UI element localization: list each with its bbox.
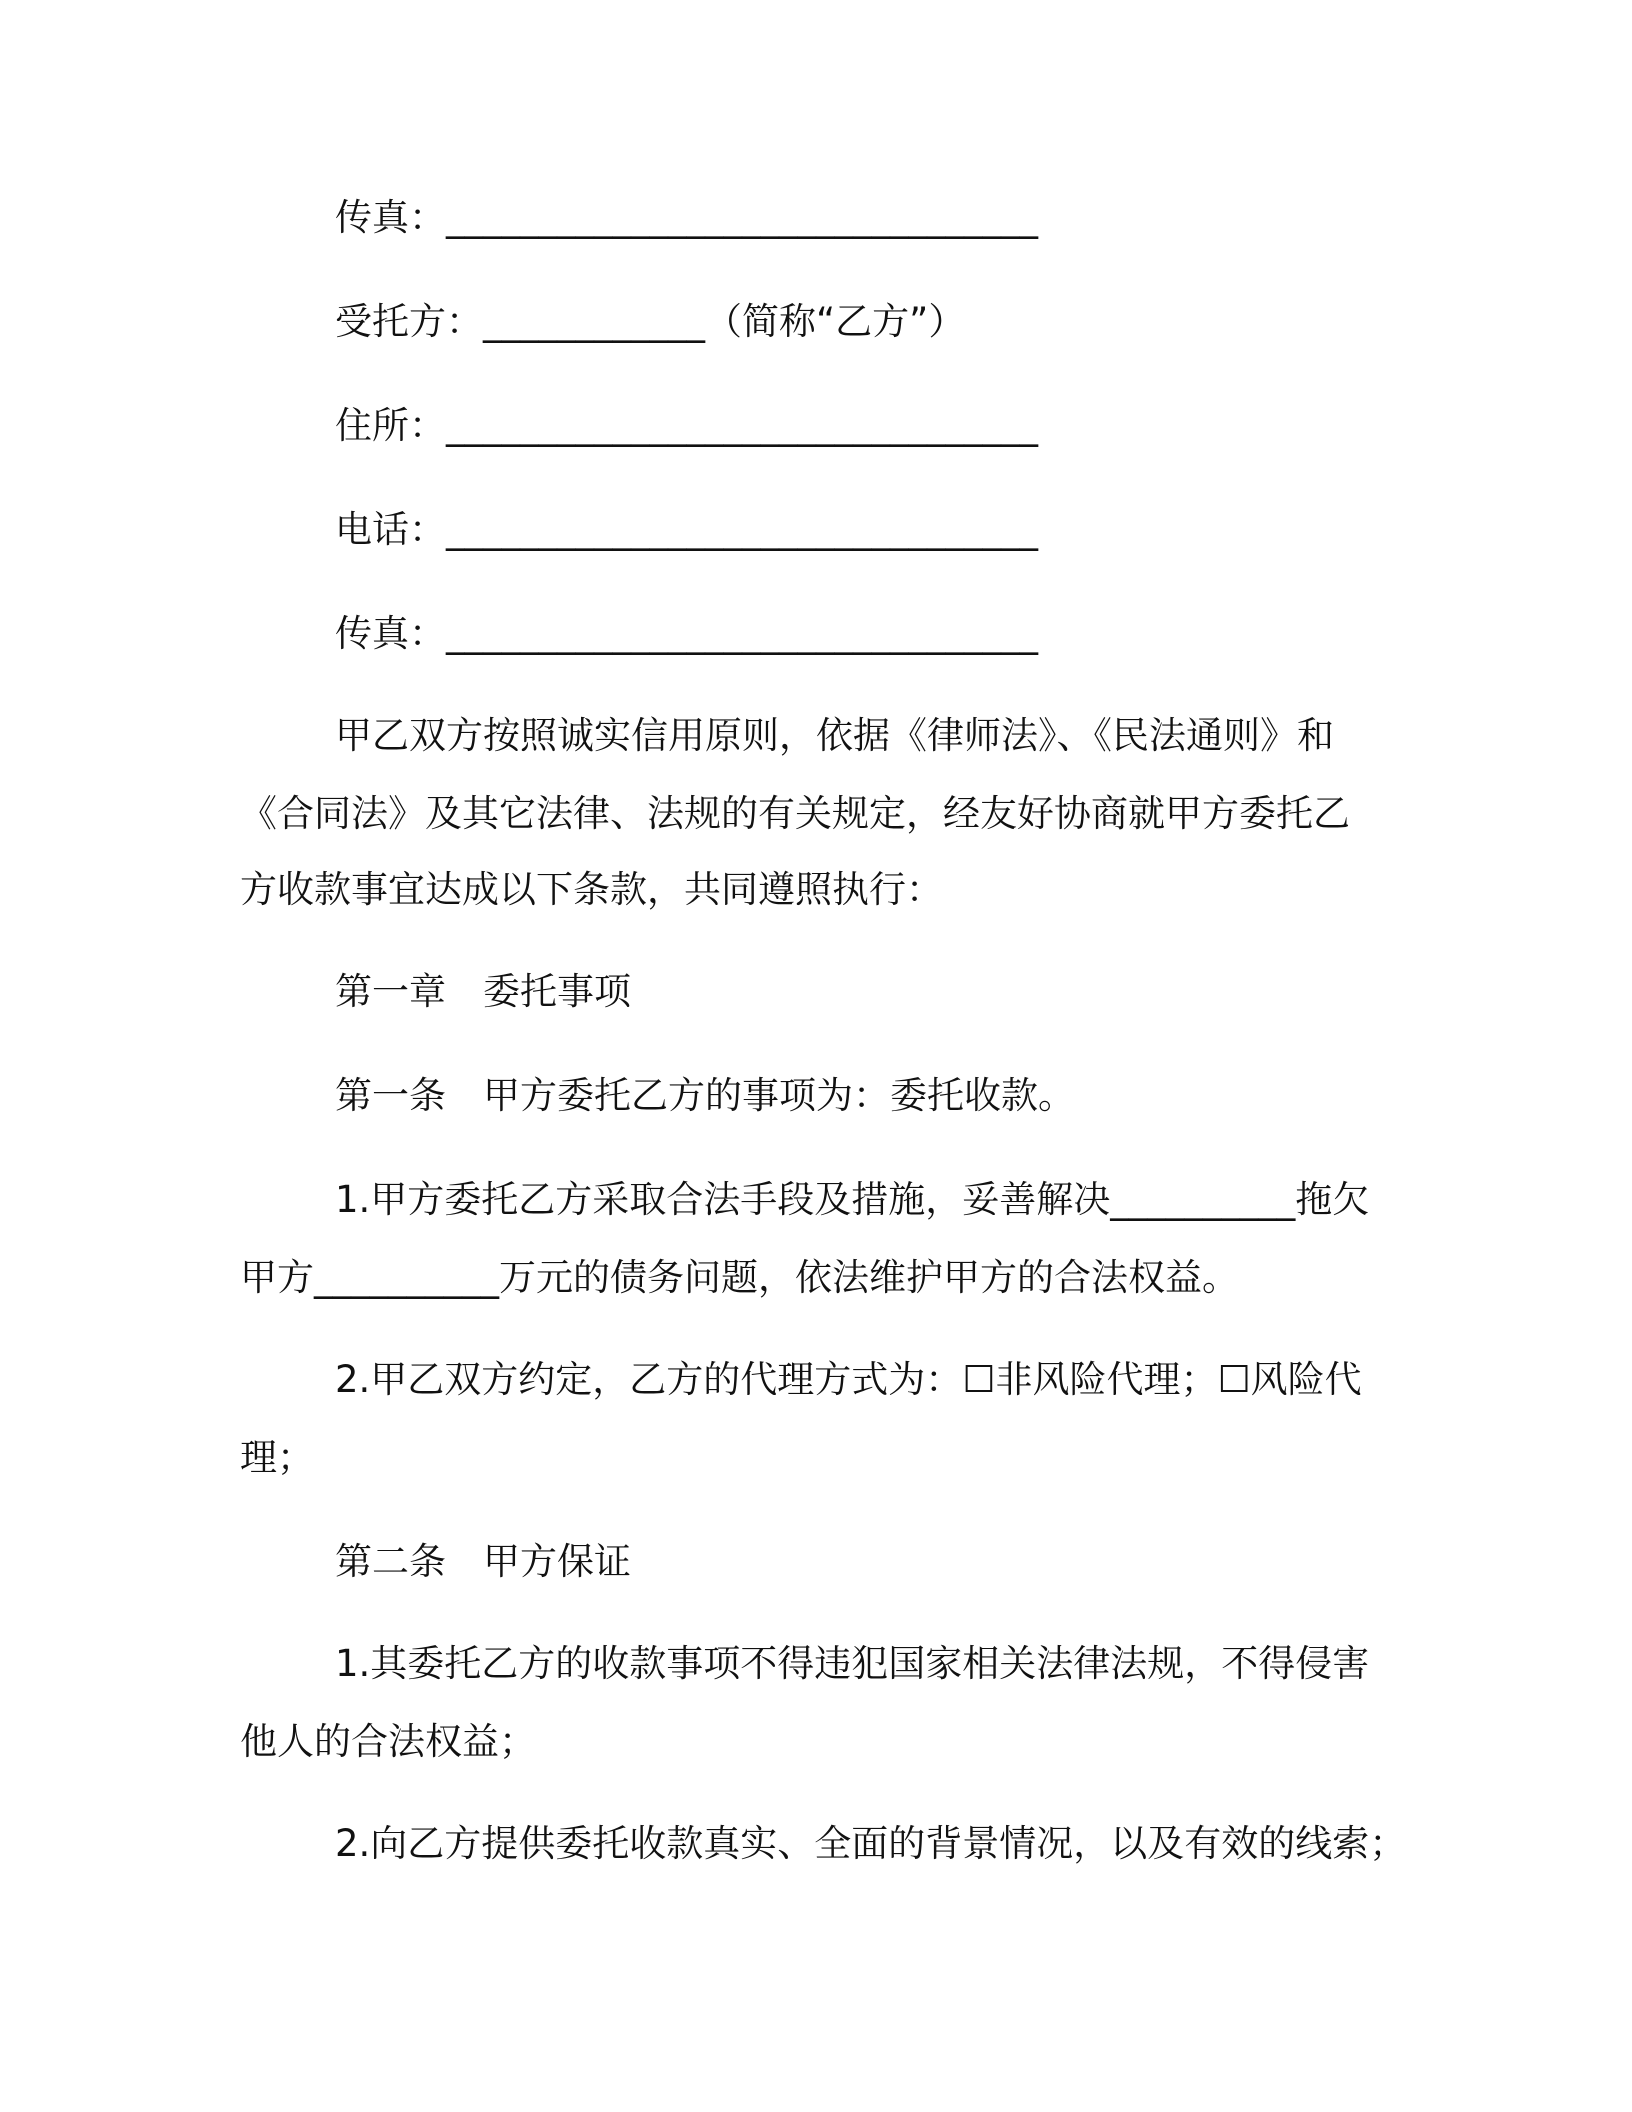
article-2-item-1-line-2: 他人的合法权益； <box>240 1720 536 1763</box>
article-1-item-1-line-2: 甲方__________万元的债务问题，依法维护甲方的合法权益。 <box>240 1256 1239 1299</box>
article-1-item-2-line-1: 2.甲乙双方约定，乙方的代理方式为：☐非风险代理；☐风险代 <box>335 1358 1362 1401</box>
address-field-line: 住所：________________________________ <box>335 404 1038 447</box>
article-2-item-2-line-1: 2.向乙方提供委托收款真实、全面的背景情况，以及有效的线索； <box>335 1822 1407 1865</box>
article-2-item-1-line-1: 1.其委托乙方的收款事项不得违犯国家相关法律法规，不得侵害 <box>335 1642 1370 1685</box>
article-2-heading: 第二条 甲方保证 <box>335 1540 631 1583</box>
article-1-heading: 第一条 甲方委托乙方的事项为：委托收款。 <box>335 1074 1075 1117</box>
trustee-field-line: 受托方：____________（简称“乙方”） <box>335 300 966 343</box>
preamble-line-2: 《合同法》及其它法律、法规的有关规定，经友好协商就甲方委托乙 <box>240 792 1350 835</box>
article-1-item-2-line-2: 理； <box>240 1436 314 1479</box>
article-1-item-1-line-1: 1.甲方委托乙方采取合法手段及措施，妥善解决__________拖欠 <box>335 1178 1370 1221</box>
preamble-line-1: 甲乙双方按照诚实信用原则，依据《律师法》、《民法通则》和 <box>335 714 1334 757</box>
preamble-line-3: 方收款事宜达成以下条款，共同遵照执行： <box>240 868 943 911</box>
phone-field-line: 电话：________________________________ <box>335 508 1038 551</box>
fax-field-line-2: 传真：________________________________ <box>335 612 1038 655</box>
chapter-1-heading: 第一章 委托事项 <box>335 970 631 1013</box>
fax-field-line-1: 传真：________________________________ <box>335 196 1038 239</box>
